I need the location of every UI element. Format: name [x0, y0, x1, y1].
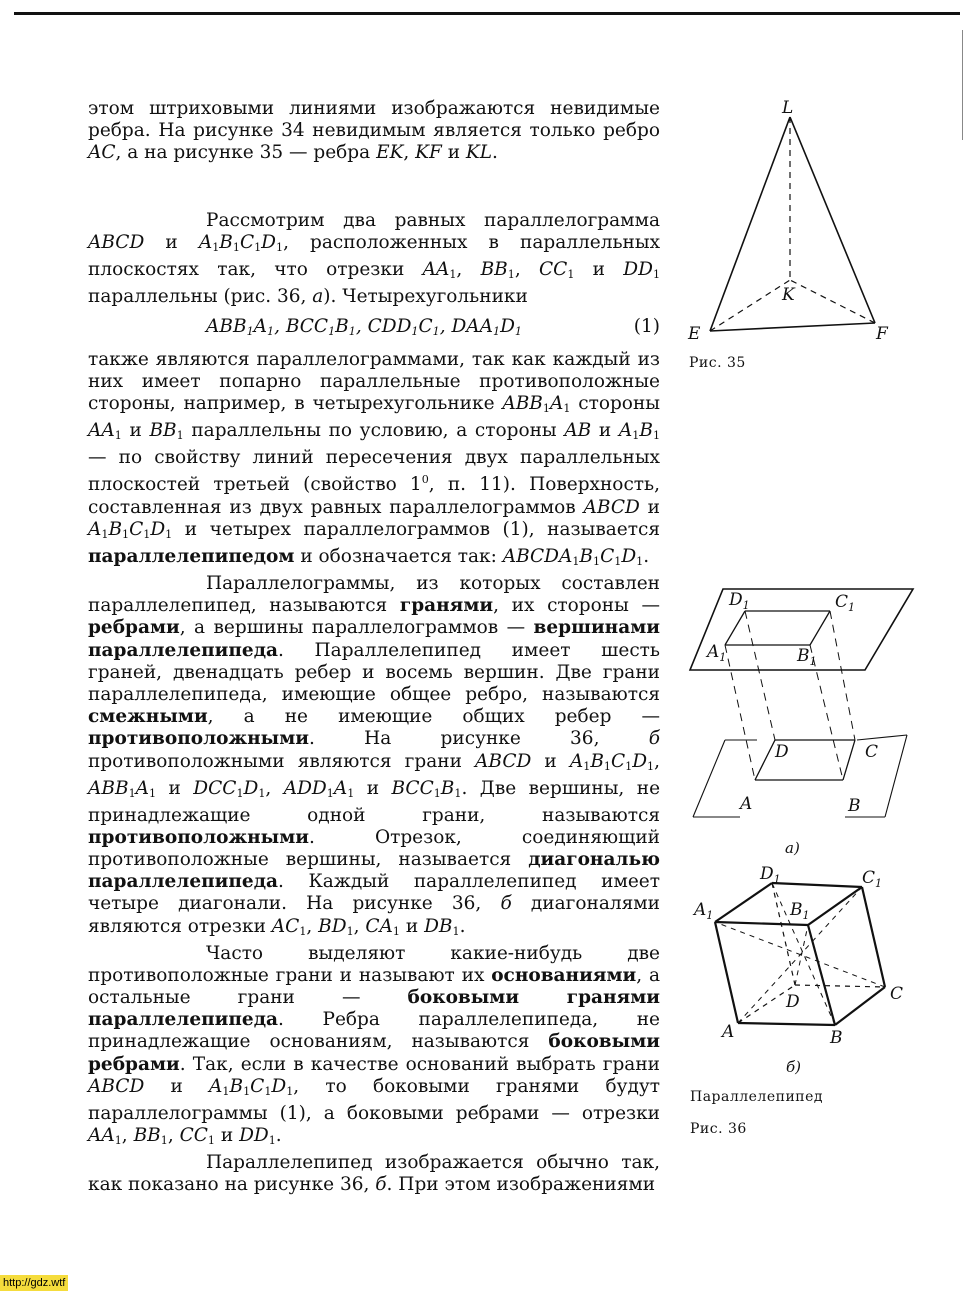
page-edge-line	[962, 30, 963, 140]
figure-36a-parallel-planes	[685, 585, 915, 857]
paragraph-faces: Параллелограммы, из которых составлен параллелепипед, называются гранями, их стороны — ребрами, а вершины параллелограммов — вершинами параллелепипеда. Параллелепипед имеет шесть граней, двенадцать ребер и восемь вершин. Две грани параллелепипеда, имеющие общее ребро, называются смежными, а не имеющие общих ребер — противоположными. На рисунке 36, б противоположными являются грани ABCD и $A_1B_1C_1D_1$, $ABB_1A_1$ и $DCC_1D_1$, $ADD_1A_1$ и $BCC_1B_1$. Две вершины, не принадлежащие одной грани, называются противоположными. Отрезок, соединяющий противоположные вершины, называется диагональю параллелепипеда. Каждый параллелепипед имеет четыре диагонали. На рисунке 36, б диагоналями являются отрезки $AC_1$, $BD_1$, $CA_1$ и $DB_1$.	[88, 572, 661, 938]
vertex-label-B: B	[848, 796, 861, 816]
vertex-label-Db: D	[786, 992, 800, 1012]
body-text	[88, 98, 660, 1196]
formula-number: (1)	[633, 315, 660, 337]
paragraph-parallelograms: также являются параллелограммами, так как каждый из них имеет попарно параллельные противоположные стороны, например, в четырехугольнике $ABB_1A_1$ стороны $AA_1$ и $BB_1$ параллельны по условию, а стороны AB и $A_1B_1$ — по свойству линий пересечения двух параллельных плоскостей третьей (свойство $1^0$, п. 11). Поверхность, составленная из двух равных параллелограммов ABCD и $A_1B_1C_1D_1$ и четырех параллелограммов (1), называется параллелепипедом и обозначается так: $ABCDA_1B_1C_1D_1$.	[88, 348, 661, 568]
vertex-label-Bb: B	[830, 1028, 843, 1048]
formula-1: $ABB_1A_1$, $BCC_1B_1$, $CDD_1C_1$, $DAA_1D_1$ (1)	[88, 316, 660, 343]
figure-36b-sublabel: б)	[786, 1058, 802, 1076]
paragraph-bases: Часто выделяют какие-нибудь две противоположные грани и называют их основаниями, а остальные грани — боковыми гранями параллелепипеда. Ребра параллелепипеда, не принадлежащие основаниям, называются боковыми ребрами. Так, если в качестве оснований выбрать грани ABCD и $A_1B_1C_1D_1$, то боковыми гранями будут параллелограммы (1), а боковыми ребрами — отрезки $AA_1$, $BB_1$, $CC_1$ и $DD_1$.	[88, 942, 661, 1147]
watermark-link[interactable]: http://gdz.wtf	[0, 1275, 68, 1291]
top-rule	[14, 12, 960, 15]
vertex-label-A1: $A_1$	[707, 642, 727, 664]
figure-36a-sublabel: а)	[785, 839, 800, 857]
vertex-label-B1: $B_1$	[797, 646, 817, 668]
figure-36-title: Параллелепипед	[690, 1089, 824, 1105]
figure-35-tetrahedron	[680, 95, 910, 355]
vertex-label-C1: $C_1$	[835, 592, 856, 614]
figure-35-caption: Рис. 35	[689, 355, 746, 371]
vertex-label-E: E	[688, 324, 701, 344]
vertex-label-A1b: $A_1$	[694, 900, 714, 922]
figure-36-caption: Рис. 36	[690, 1121, 747, 1137]
vertex-label-A: A	[740, 794, 753, 814]
paragraph-definition: Рассмотрим два равных параллелограмма ABCD и $A_1B_1C_1D_1$, расположенных в параллельных плоскостях так, что отрезки $AA_1$, $BB_1$, $CC_1$ и $DD_1$ параллельны (рис. 36, а). Четырехугольники	[88, 209, 661, 307]
vertex-label-F: F	[876, 324, 888, 344]
vertex-label-C1b: $C_1$	[862, 868, 883, 890]
vertex-label-C: C	[865, 742, 879, 762]
paragraph-intro: этом штриховыми линиями изображаются невидимые ребра. На рисунке 34 невидимым является только ребро AC, а на рисунке 35 — ребра EK, KF и KL.	[88, 98, 660, 164]
paragraph-drawing: Параллелепипед изображается обычно так, как показано на рисунке 36, б. При этом изображениями	[88, 1151, 660, 1196]
vertex-label-D1: $D_1$	[729, 590, 750, 612]
vertex-label-Cb: C	[890, 984, 904, 1004]
figure-36b-parallelepiped	[690, 865, 920, 1085]
vertex-label-Ab: A	[722, 1022, 735, 1042]
vertex-label-L: L	[782, 98, 794, 118]
vertex-label-D: D	[775, 742, 789, 762]
vertex-label-D1b: $D_1$	[760, 864, 781, 886]
vertex-label-B1b: $B_1$	[790, 900, 810, 922]
vertex-label-K: K	[782, 285, 795, 305]
